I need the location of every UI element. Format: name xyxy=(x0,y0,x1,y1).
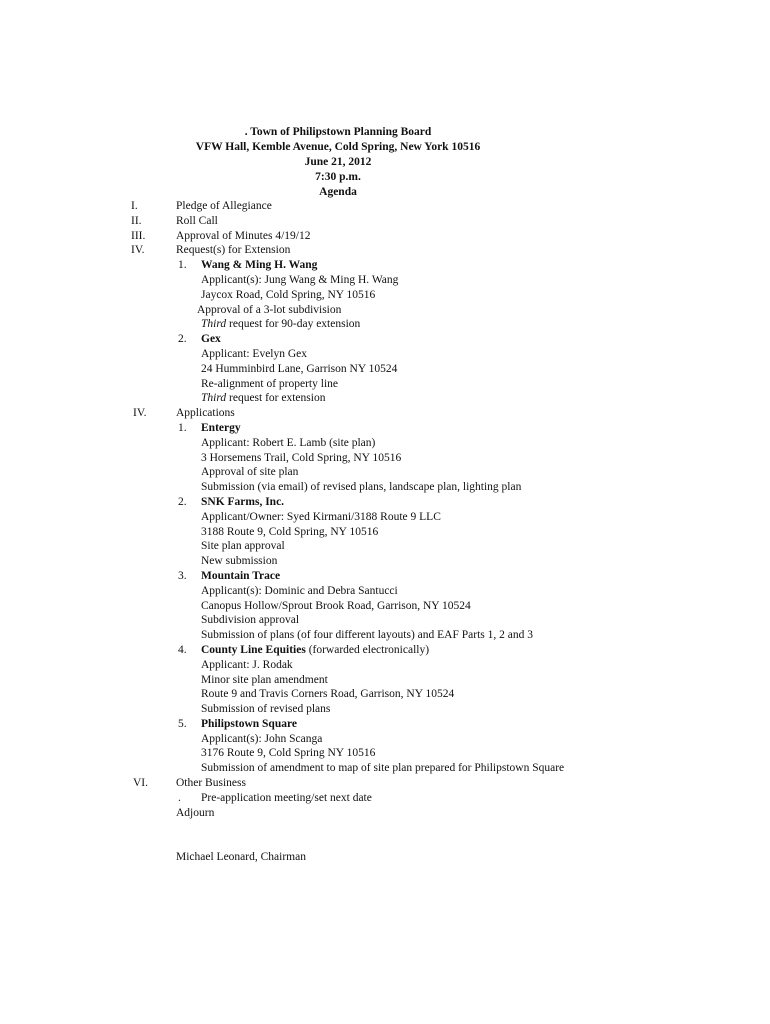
meeting-time: 7:30 p.m. xyxy=(315,171,361,183)
section-extensions xyxy=(0,243,770,258)
item-address: Route 9 and Travis Corners Road, Garrison, NY 10524 xyxy=(201,688,455,701)
application-item-title xyxy=(0,717,770,732)
item-name: Philipstown Square xyxy=(201,717,297,730)
item-number: 4. xyxy=(178,643,187,656)
item-address: 3 Horsemens Trail, Cold Spring, NY 10516 xyxy=(201,451,402,464)
item-number: 2. xyxy=(178,495,187,508)
item-address: 3176 Route 9, Cold Spring NY 10516 xyxy=(201,747,376,760)
section-number: II. xyxy=(131,214,142,227)
item-submission: Submission of plans (of four different layouts) and EAF Parts 1, 2 and 3 xyxy=(201,629,533,642)
agenda-title: Agenda xyxy=(319,186,357,198)
item-submission: Submission of revised plans xyxy=(201,703,331,716)
section-title: Request(s) for Extension xyxy=(176,244,291,257)
item-applicant: Applicant(s): Jung Wang & Ming H. Wang xyxy=(201,273,399,286)
application-item-title xyxy=(0,569,770,584)
item-description: Minor site plan amendment xyxy=(201,673,328,686)
item-applicant: Applicant: Robert E. Lamb (site plan) xyxy=(201,436,376,449)
section-applications xyxy=(0,406,770,421)
item-description: Site plan approval xyxy=(201,540,285,553)
item-description: Approval of site plan xyxy=(201,466,299,479)
item-number: 2. xyxy=(178,333,187,346)
item-submission: New submission xyxy=(201,555,278,568)
section-other-business xyxy=(0,776,770,791)
item-address: 3188 Route 9, Cold Spring, NY 10516 xyxy=(201,525,379,538)
item-number: 5. xyxy=(178,717,187,730)
meeting-location: VFW Hall, Kemble Avenue, Cold Spring, New York 10516 xyxy=(195,141,481,153)
item-applicant: Applicant(s): Dominic and Debra Santucci xyxy=(201,584,398,597)
item-description: Subdivision approval xyxy=(201,614,300,627)
item-name-note: (forwarded electronically) xyxy=(305,643,430,656)
item-address: 24 Humminbird Lane, Garrison NY 10524 xyxy=(201,362,398,375)
item-name: County Line Equities (forwarded electronically) xyxy=(201,643,430,656)
item-number: 3. xyxy=(178,569,187,582)
item-applicant: Applicant/Owner: Syed Kirmani/3188 Route 9 LLC xyxy=(201,510,441,523)
adjourn xyxy=(0,806,770,821)
item-number: 1. xyxy=(178,259,187,272)
item-request: Third request for 90-day extension xyxy=(201,318,361,331)
section-title: Approval of Minutes 4/19/12 xyxy=(176,229,311,242)
section-pledge xyxy=(0,199,770,214)
item-applicant: Applicant(s): John Scanga xyxy=(201,732,323,745)
item-number: 1. xyxy=(178,421,187,434)
section-number: VI. xyxy=(133,777,149,790)
extension-item-title xyxy=(0,332,770,347)
other-business-text: Pre-application meeting/set next date xyxy=(201,791,372,804)
section-number: IV. xyxy=(133,407,147,420)
item-request: Third request for extension xyxy=(201,392,326,405)
section-title: Other Business xyxy=(176,777,246,790)
item-applicant: Applicant: J. Rodak xyxy=(201,658,293,671)
item-address: Canopus Hollow/Sprout Brook Road, Garrison, NY 10524 xyxy=(201,599,471,612)
section-minutes xyxy=(0,229,770,244)
application-item-title xyxy=(0,495,770,510)
agenda-list xyxy=(0,199,770,820)
adjourn-text: Adjourn xyxy=(176,806,215,819)
item-description: Re-alignment of property line xyxy=(201,377,339,390)
chairman-signature-line: Michael Leonard, Chairman xyxy=(176,851,306,863)
item-applicant: Applicant: Evelyn Gex xyxy=(201,347,308,360)
section-number: III. xyxy=(131,229,146,242)
section-number: IV. xyxy=(131,244,145,257)
bullet: . xyxy=(178,791,181,804)
item-name: Entergy xyxy=(201,421,241,434)
item-description: Approval of a 3-lot subdivision xyxy=(197,303,342,316)
extension-item-title xyxy=(0,258,770,273)
item-name: Wang & Ming H. Wang xyxy=(201,259,318,272)
item-submission: Submission of amendment to map of site plan prepared for Philipstown Square xyxy=(201,762,565,775)
section-title: Roll Call xyxy=(176,214,218,227)
board-name: . Town of Philipstown Planning Board xyxy=(244,126,432,138)
item-name: Gex xyxy=(201,333,221,346)
item-address: Jaycox Road, Cold Spring, NY 10516 xyxy=(201,288,376,301)
item-name: SNK Farms, Inc. xyxy=(201,495,285,508)
section-roll-call xyxy=(0,214,770,229)
agenda-header xyxy=(0,125,676,200)
other-business-item xyxy=(0,791,770,806)
section-title: Pledge of Allegiance xyxy=(176,200,272,212)
item-submission: Submission (via email) of revised plans, landscape plan, lighting plan xyxy=(201,481,522,494)
section-title: Applications xyxy=(176,407,235,420)
section-number: I. xyxy=(131,200,138,212)
application-item-title xyxy=(0,643,770,658)
item-name: Mountain Trace xyxy=(201,569,281,582)
application-item-title xyxy=(0,421,770,436)
meeting-date: June 21, 2012 xyxy=(304,156,372,168)
